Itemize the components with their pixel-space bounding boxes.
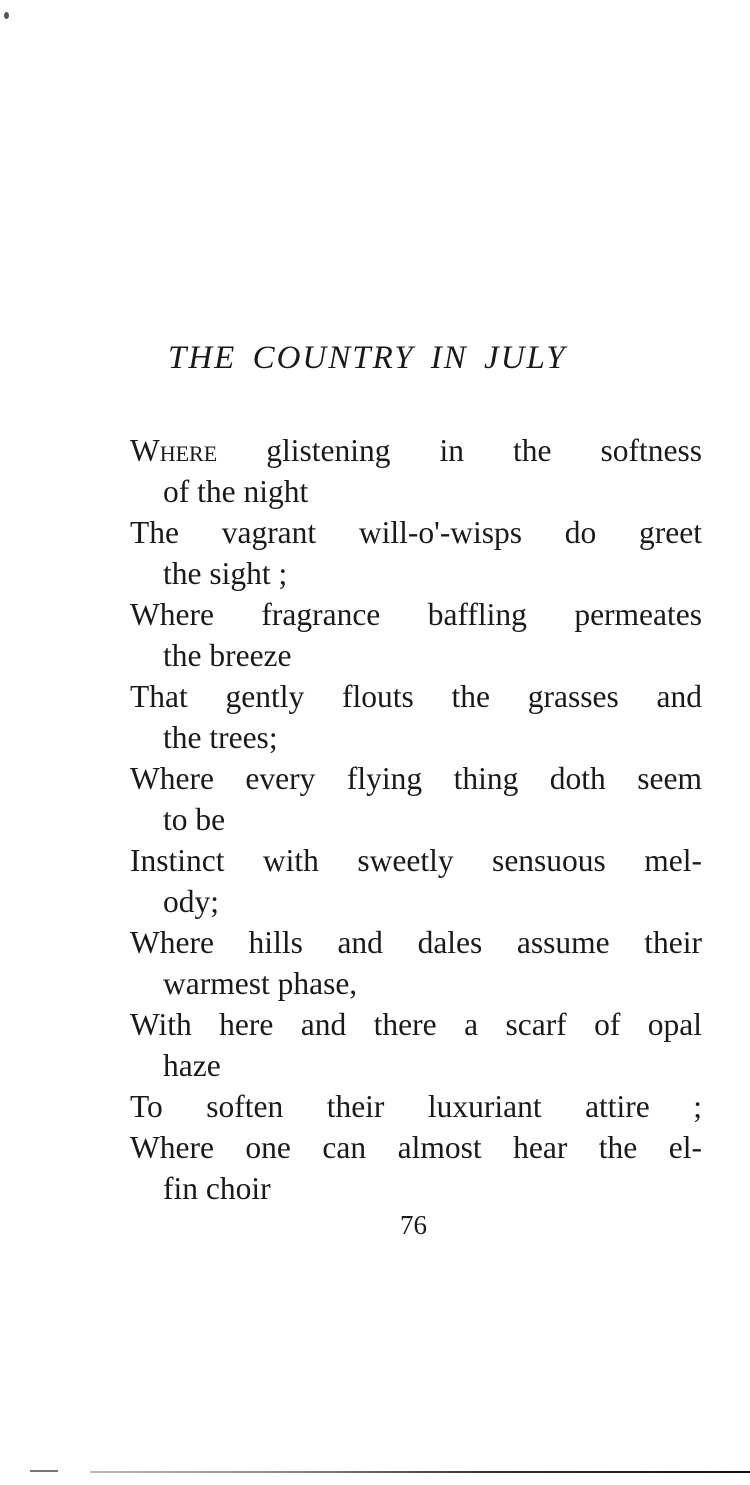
poem-line-first: Where one can almost hear the el- [130, 1130, 702, 1165]
page-number: 76 [400, 1210, 427, 1240]
poem-line-continuation: the breeze [163, 638, 292, 673]
poem-line [130, 512, 702, 594]
scan-edge-line [90, 1471, 750, 1473]
scan-edge-mark [30, 1470, 58, 1472]
poem-line-first: The vagrant will-o'-wisps do greet [130, 515, 702, 550]
poem-line-continuation: haze [163, 1048, 221, 1083]
poem-line-first: Where every flying thing doth seem [130, 761, 702, 796]
poem-line-first: With here and there a scarf of opal [130, 1007, 702, 1042]
poem-line [130, 594, 702, 676]
poem-line-first [130, 430, 702, 471]
poem-line [130, 676, 702, 758]
poem-body [130, 430, 702, 1209]
poem-line-continuation: the trees; [163, 720, 278, 755]
poem-line-first: To soften their luxuriant attire ; [130, 1089, 702, 1124]
poem-title: THE COUNTRY IN JULY [168, 340, 567, 376]
poem-line-continuation: fin choir [163, 1171, 271, 1206]
poem-line-continuation: warmest phase, [163, 966, 358, 1001]
ink-speck [4, 12, 9, 19]
poem-line-text: glistening in the softness [217, 433, 702, 468]
poem-line-continuation: ody; [163, 884, 220, 919]
poem-line [130, 1004, 702, 1086]
poem-line-first: Where hills and dales assume their [130, 925, 702, 960]
poem-line [130, 758, 702, 840]
poem-line-continuation: of the night [163, 474, 309, 509]
poem-line [130, 430, 702, 512]
poem-line [130, 840, 702, 922]
poem-line-continuation: the sight ; [163, 556, 288, 591]
poem-line [130, 1127, 702, 1209]
poem-line [130, 1086, 702, 1127]
poem-line [130, 922, 702, 1004]
drop-word: Where [130, 433, 218, 468]
poem-line-continuation: to be [163, 802, 226, 837]
poem-line-first: Instinct with sweetly sensuous mel- [130, 843, 702, 878]
poem-line-first: Where fragrance baffling permeates [130, 597, 702, 632]
poem-line-first: That gently flouts the grasses and [130, 679, 702, 714]
